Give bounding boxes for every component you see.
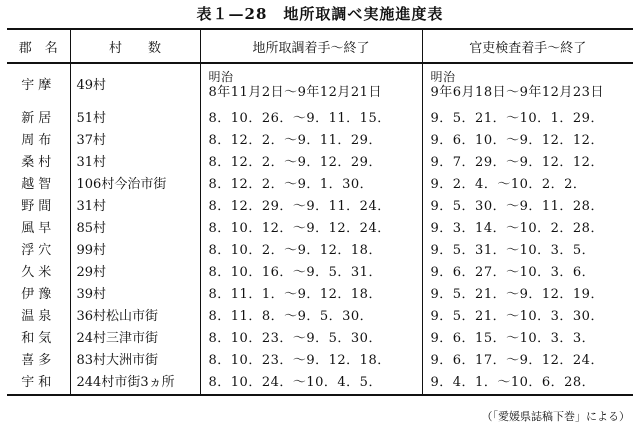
table-row	[7, 108, 633, 130]
cell-mura: 51村	[70, 108, 200, 130]
cell-gun: 和気	[21, 331, 56, 346]
cell-gun: 野間	[21, 199, 56, 214]
header-kanri: 官吏検査着手～終了	[422, 29, 633, 63]
cell-gun: 喜多	[21, 353, 56, 368]
table-row	[7, 328, 633, 350]
header-chisho: 地所取調着手～終了	[200, 29, 422, 63]
cell-chisho: 8．10．12．～9．12．24．	[200, 218, 422, 240]
date-range: 8年11月2日～9年12月21日	[208, 85, 382, 100]
cell-kanri: 9．3．14．～10．2．28．	[422, 218, 633, 240]
table-row	[7, 174, 633, 196]
date-range: 9年6月18日～9年12月23日	[430, 85, 604, 100]
cell-mura: 49村	[70, 63, 200, 108]
cell-gun: 周布	[21, 133, 56, 148]
cell-chisho: 8．12．2．～9．11．29．	[200, 130, 422, 152]
table-row	[7, 262, 633, 284]
cell-kanri: 9．5．30．～9．11．28．	[422, 196, 633, 218]
cell-kanri: 9．5．31．～10．3．5．	[422, 240, 633, 262]
table-title: 表１—28 地所取調べ実施進度表	[196, 5, 444, 23]
cell-kanri: 9．6．15．～10．3．3．	[422, 328, 633, 350]
table-row	[7, 284, 633, 306]
cell-chisho: 8．10．23．～9．5．30．	[200, 328, 422, 350]
era-label: 明治	[208, 70, 234, 84]
header-mura: 村 数	[70, 29, 200, 63]
cell-gun: 久米	[21, 265, 56, 280]
cell-chisho: 8．11．1．～9．12．18．	[200, 284, 422, 306]
cell-kanri: 9．7．29．～9．12．12．	[422, 152, 633, 174]
table-row	[7, 350, 633, 372]
cell-mura: 106村今治市街	[70, 174, 200, 196]
cell-kanri: 9．6．17．～9．12．24．	[422, 350, 633, 372]
cell-mura: 31村	[70, 152, 200, 174]
cell-chisho: 8．10．23．～9．12．18．	[200, 350, 422, 372]
source-note: （「愛媛県誌稿下巻」による）	[481, 410, 630, 423]
cell-chisho: 8．11．8．～9．5．30．	[200, 306, 422, 328]
cell-mura: 85村	[70, 218, 200, 240]
cell-chisho: 8．12．2．～9．1．30．	[200, 174, 422, 196]
cell-mura: 83村大洲市街	[70, 350, 200, 372]
cell-mura: 244村市街3ヵ所	[70, 372, 200, 395]
table-row	[7, 196, 633, 218]
header-row	[7, 29, 633, 63]
cell-chisho	[200, 63, 422, 108]
table-row	[7, 130, 633, 152]
cell-gun: 桑村	[21, 155, 56, 170]
cell-gun: 越智	[21, 177, 56, 192]
cell-gun: 浮穴	[21, 243, 56, 258]
cell-chisho: 8．12．29．～9．11．24．	[200, 196, 422, 218]
cell-kanri: 9．6．10．～9．12．12．	[422, 130, 633, 152]
cell-kanri: 9．5．21．～10．1．29．	[422, 108, 633, 130]
cell-gun: 伊豫	[21, 287, 56, 302]
cell-chisho: 8．10．26．～9．11．15．	[200, 108, 422, 130]
cell-kanri: 9．2．4．～10．2．2．	[422, 174, 633, 196]
cell-mura: 29村	[70, 262, 200, 284]
header-gun: 郡 名	[7, 29, 70, 63]
table-row	[7, 240, 633, 262]
cell-chisho: 8．10．16．～9．5．31．	[200, 262, 422, 284]
cell-mura: 31村	[70, 196, 200, 218]
cell-chisho: 8．12．2．～9．12．29．	[200, 152, 422, 174]
cell-kanri: 9．5．21．～10．3．30．	[422, 306, 633, 328]
table-row	[7, 63, 633, 108]
table-row	[7, 306, 633, 328]
cell-mura: 24村三津市街	[70, 328, 200, 350]
table-row	[7, 218, 633, 240]
table-row	[7, 372, 633, 395]
progress-table	[7, 28, 633, 396]
cell-kanri	[422, 63, 633, 108]
cell-mura: 37村	[70, 130, 200, 152]
cell-kanri: 9．6．27．～10．3．6．	[422, 262, 633, 284]
cell-mura: 36村松山市街	[70, 306, 200, 328]
era-label: 明治	[430, 70, 456, 84]
cell-gun: 宇和	[7, 372, 70, 395]
cell-chisho: 8．10．2．～9．12．18．	[200, 240, 422, 262]
cell-gun: 温泉	[21, 309, 56, 324]
cell-gun: 新居	[21, 111, 56, 126]
cell-gun: 風早	[21, 221, 56, 236]
cell-mura: 39村	[70, 284, 200, 306]
cell-kanri: 9．5．21．～9．12．19．	[422, 284, 633, 306]
table-body	[7, 63, 633, 395]
cell-gun: 宇摩	[21, 78, 56, 93]
cell-chisho: 8．10．24．～10．4．5．	[200, 372, 422, 395]
table-row	[7, 152, 633, 174]
cell-mura: 99村	[70, 240, 200, 262]
cell-kanri: 9．4．1．～10．6．28．	[422, 372, 633, 395]
